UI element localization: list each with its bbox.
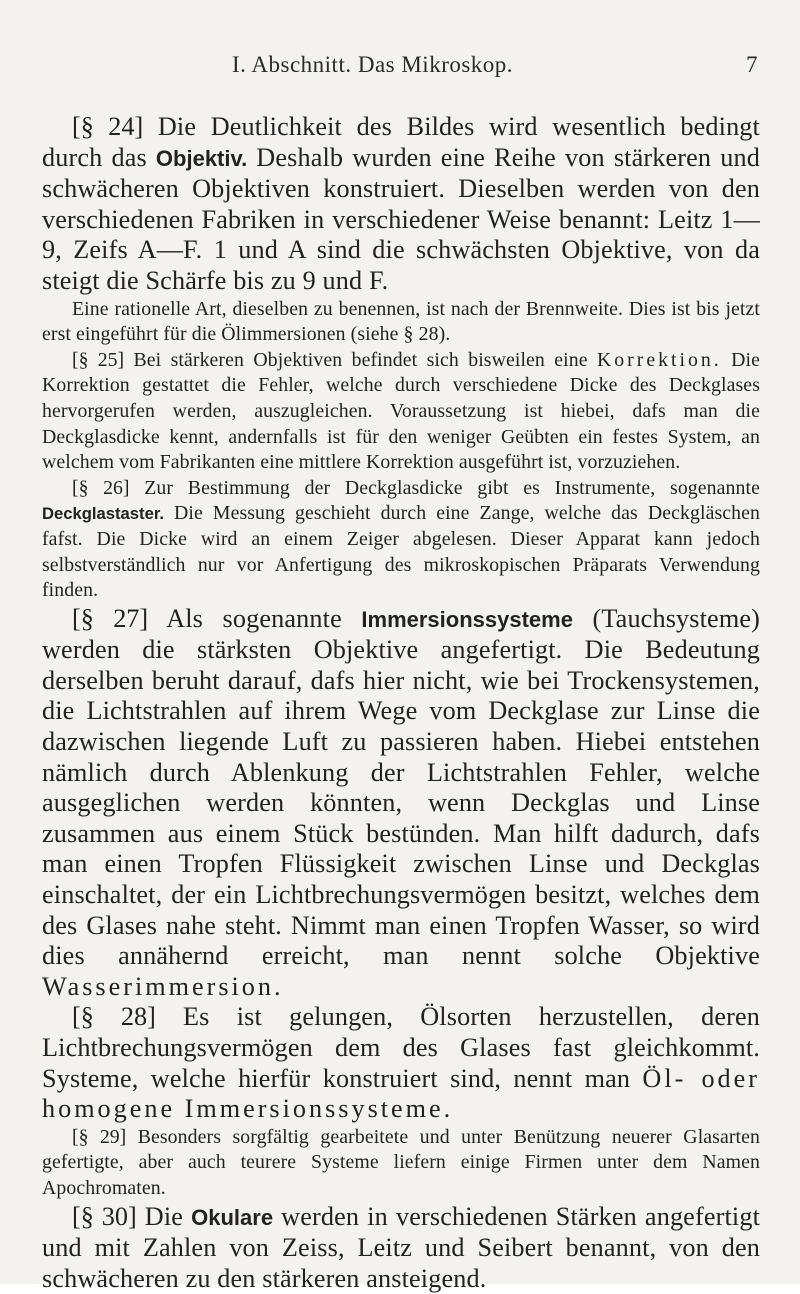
page-number: 7 (746, 52, 758, 77)
text-run: Die Messung geschieht durch eine Zange, welche das Deckgläschen fafst. Die Dicke wird an einem Zeiger abgelesen. Dieser Apparat kann jedoch selbstverständlich nur vor Anfertigung des mikroskopischen Präparats Verwendung finden. (42, 502, 760, 602)
paragraph-26 (42, 476, 760, 604)
paragraph-25 (42, 348, 760, 476)
term-oelimmersion: Öl- oder homogene Immersionssysteme. (42, 1063, 760, 1124)
paragraph-29 (42, 1125, 760, 1202)
term-immersionssysteme: Immersionssysteme (361, 606, 573, 632)
running-head (42, 52, 760, 86)
section-marker: [§ 27] (72, 603, 149, 633)
text-run: Als sogenannte (148, 603, 362, 633)
body-text (42, 112, 760, 1294)
text-run: Die (136, 1201, 192, 1231)
text-run: werden in verschiedenen Stärken angefertigt und mit Zahlen von Zeiss, Leitz und Seibert benannt, von den schwächeren zu den stärkeren ansteigend. (42, 1201, 760, 1293)
text-run: Bei stärkeren Objektiven befindet sich bisweilen eine (124, 348, 597, 371)
term-wasserimmersion: Wasserimmersion. (42, 971, 284, 1001)
paragraph-24-note (42, 297, 760, 348)
running-title: I. Abschnitt. Das Mikroskop. (232, 52, 514, 77)
paragraph-27 (42, 604, 760, 1003)
text-run: (Tauchsysteme) werden die stärksten Objektive angefertigt. Die Bedeutung derselben beruht darauf, dafs hier nicht, wie bei Trockensystemen, die Lichtstrahlen auf ihrem Wege vom Deckglase zur Linse die dazwischen liegende Luft zu passieren haben. Hiebei entstehen nämlich durch Ablenkung der Lichtstrahlen Fehler, welche ausgeglichen werden könnten, wenn Deckglas und Linse zusammen aus einem Stück bestünden. Man hilft dadurch, dafs man einen Tropfen Flüssigkeit zwischen Linse und Deckglas einschaltet, der ein Lichtbrechungsvermögen besitzt, welches dem des Glases nahe steht. Nimmt man einen Tropfen Wasser, so wird dies annähernd erreicht, man nennt solche Objektive (42, 603, 760, 971)
text-run: Zur Bestimmung der Deckglasdicke gibt es Instrumente, sogenannte (129, 476, 761, 499)
text-run: Es ist gelungen, Ölsorten herzustellen, deren Lichtbrechungsvermögen dem des Glases fast gleichkommt. Systeme, welche hierfür konstruiert sind, nennt man (42, 1002, 760, 1093)
term-deckglastaster: Deckglastaster. (42, 504, 164, 524)
text-run: Die Korrektion gestattet die Fehler, welche durch verschiedene Dicke des Deckglases hervorgerufen werden, auszugleichen. Voraussetzung ist hiebei, dafs man die Deckglasdicke kennt, andernfalls ist für den weniger Geübten ein festes System, an welchem vom Fabrikanten eine mittlere Korrektion ausgeführt ist, vorzuziehen. (42, 348, 760, 474)
section-marker: [§ 24] (72, 112, 144, 141)
term-objektiv: Objektiv. (155, 145, 248, 171)
text-run: Die Deutlichkeit des Bildes wird wesentlich bedingt durch das (42, 112, 760, 172)
section-marker: [§ 30] (72, 1201, 137, 1231)
paragraph-30 (42, 1202, 760, 1294)
paragraph-28 (42, 1002, 760, 1124)
text-run: Besonders sorgfältig gearbeitete und unter Benützung neuerer Glasarten gefertigte, aber auch teurere Systeme liefern einige Firmen unter dem Namen Apochromaten. (42, 1125, 760, 1199)
section-marker: [§ 29] (72, 1125, 127, 1148)
text-run: Eine rationelle Art, dieselben zu benennen, ist nach der Brennweite. Dies ist bis jetzt erst eingeführt für die Ölimmersionen (siehe § 28). (42, 297, 760, 346)
text-run: Deshalb wurden eine Reihe von stärkeren und schwächeren Objektiven konstruiert. Dieselben werden von den verschiedenen Fabriken in verschiedener Weise benannt: Leitz 1—9, Zeifs A—F. 1 und A sind die schwächsten Objektive, von da steigt die Schärfe bis zu 9 und F. (42, 142, 760, 295)
section-marker: [§ 28] (72, 1002, 156, 1032)
term-korrektion: Korrektion. (597, 348, 722, 371)
term-okulare: Okulare (191, 1204, 274, 1230)
section-marker: [§ 26] (72, 476, 130, 499)
section-marker: [§ 25] (72, 348, 125, 371)
paragraph-24 (42, 112, 760, 297)
